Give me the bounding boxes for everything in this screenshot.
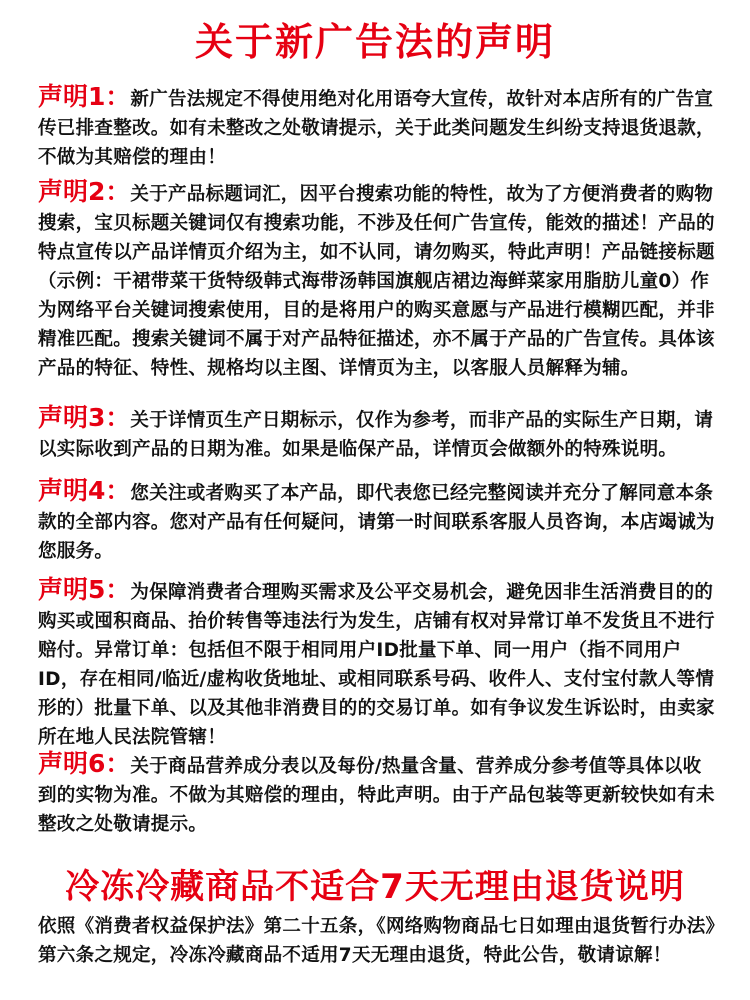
- statement-1: [38, 82, 720, 172]
- statement-4-label: 声明4：: [38, 476, 131, 505]
- statement-6-text: 关于商品营养成分表以及每份/热量含量、营养成分参考值等具体以收到的实物为准。不做为其赔偿的理由，特此声明。由于产品包装等更新较快如有未整改之处敬请提示。: [38, 756, 715, 835]
- statement-1-label: 声明1：: [38, 82, 131, 111]
- statement-2: [38, 177, 720, 383]
- statement-2-text: 关于产品标题词汇，因平台搜索功能的特性，故为了方便消费者的购物搜索，宝贝标题关键词仅有搜索功能，不涉及任何广告宣传，能效的描述！产品的特点宣传以产品详情页介绍为主，如不认同，请勿购买，特此声明！产品链接标题（示例：干裙带菜干货特级韩式海带汤韩国旗舰店裙边海鲜菜家用脂肪儿童0）作为网络平台关键词搜索使用，目的是将用户的购买意愿与产品进行模糊匹配，并非精准匹配。搜索关键词不属于对产品特征描述，亦不属于产品的广告宣传。具体该产品的特征、特性、规格均以主图、详情页为主，以客服人员解释为辅。: [38, 184, 715, 379]
- statement-3-label: 声明3：: [38, 403, 131, 432]
- statement-4: [38, 476, 720, 566]
- return-policy-notice: 依照《消费者权益保护法》第二十五条，《网络购物商品七日如理由退货暂行办法》第六条之规定，冷冻冷藏商品不适用7天无理由退货，特此公告，敬请谅解！: [38, 916, 716, 966]
- statement-6-label: 声明6：: [38, 749, 131, 778]
- statement-5-label: 声明5：: [38, 575, 131, 604]
- statement-1-text: 新广告法规定不得使用绝对化用语夸大宣传，故针对本店所有的广告宣传已排查整改。如有未整改之处敬请提示，关于此类问题发生纠纷支持退货退款，不做为其赔偿的理由！: [38, 89, 715, 168]
- statement-4-text: 您关注或者购买了本产品，即代表您已经完整阅读并充分了解同意本条款的全部内容。您对产品有任何疑问，请第一时间联系客服人员咨询，本店竭诚为您服务。: [38, 483, 715, 562]
- statement-5-text: 为保障消费者合理购买需求及公平交易机会，避免因非生活消费目的的购买或囤积商品、抬价转售等违法行为发生，店铺有权对异常订单不发货且不进行赔付。异常订单：包括但不限于相同用户ID批量下单、同一用户（指不同用户ID，存在相同/临近/虚构收货地址、或相同联系号码、收件人、支付宝付款人等情形的）批量下单、以及其他非消费目的的交易订单。如有争议发生诉讼时，由卖家所在地人民法院管辖！: [38, 582, 715, 748]
- page-title: 关于新广告法的声明: [194, 20, 555, 64]
- return-policy-title: 冷冻冷藏商品不适合7天无理由退货说明: [65, 867, 685, 907]
- statement-3-text: 关于详情页生产日期标示，仅作为参考，而非产品的实际生产日期，请以实际收到产品的日期为准。如果是临保产品，详情页会做额外的特殊说明。: [38, 410, 714, 460]
- statement-5: [38, 575, 720, 752]
- statement-2-label: 声明2：: [38, 177, 131, 206]
- statement-6: [38, 749, 720, 839]
- statement-3: [38, 403, 720, 464]
